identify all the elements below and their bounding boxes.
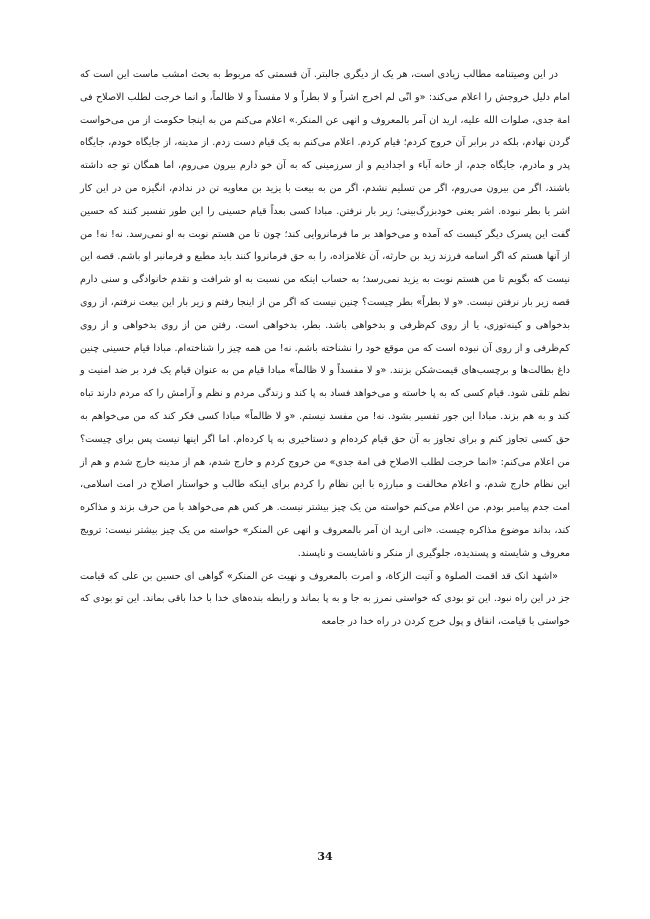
page-number: 34: [317, 850, 333, 863]
paragraph-1: در این وصیتنامه مطالب زیادی است، هر یک از دیگری جالبتر. آن قسمتی که مربوط به بحث امشب ماست این است که امام دلیل خروجش را اعلام می‌کند: «و انّی لم اخرج اشراً و لا بطراً و لا مفسداً و لا ظالماً، و انما خرجت لطلب الاصلاح فی امة جدی، صلوات الله علیه، ارید ان آمر بالمعروف و انهی عن المنکر.» اعلام می‌کنم من به اینجا حکومت از من می‌خواست گردن نهادم، بلکه در برابر آن خروج کردم؛ قیام کردم. اعلام می‌کنم به یک قیام دست زدم. از مدینه، از جایگاه خودم، جایگاه پدر و مادرم، جایگاه جدم، از خانه آباء و اجدادیم و از سرزمینی که به آن خو دارم بیرون می‌روم، اما همگان تو جه داشته باشند، اگر من بیرون می‌روم، اگر من تسلیم نشدم، اگر من به بیعت با یزید بن معاویه تن در ندادم، انگیزه من در این کار اشر یا بطر نبوده. اشر یعنی خودبزرگ‌بینی؛ زیر بار نرفتن. مبادا کسی بعداً قیام حسینی را این طور تفسیر کنند که حسین گفت این پسرک دیگر کیست که آمده و می‌خواهد بر ما فرمانروایی کند؛ چون تا من هستم نوبت به او نمی‌رسد. نه! نه! من از آنها هستم که اگر اسامه فرزند زید بن حارثه، آن غلامزاده، را به حق فرمانروا کنند باید مطیع و فرمانبر او باشم. قصه این نیست که بگویم تا من هستم نوبت به یزید نمی‌رسد؛ به حساب اینکه من نسبت به او شرافت و تقدم خانوادگی و سنی دارم قصه زیر بار نرفتن نیست. «و لا بطراً» بطر چیست؟ چنین نیست که اگر من از اینجا رفتم و زیر بار این بیعت نرفتم، از روی بدخواهی و کینه‌توزی، یا از روی کم‌ظرفی و بدخواهی باشد. بطر، بدخواهی است. رفتن من از روی بدخواهی و از روی کم‌ظرفی و از روی آن نبوده است که من موقع خود را نشناخته باشم. نه! من همه چیز را شناخته‌ام. مبادا قیام حسینی چنین داغ بطالت‌ها و برچسب‌های قیمت‌شکن بزنند. «و لا مفسداً و لا ظالماً» مبادا قیام من به عنوان قیام یک فرد بر ضد امنیت و نظم تلقی شود. قیام کسی که به پا خاسته و می‌خواهد فساد به پا کند و زندگی مردم و نظم و آرامش را که مردم دارند تباه کند و به هم بزند. مبادا این جور تفسیر بشود. نه! من مفسد نیستم. «و لا ظالماً» مبادا کسی فکر کند که من می‌خواهم به حق کسی تجاوز کنم و برای تجاوز به آن حق قیام کرده‌ام و دستاخیری به پا کرده‌ام. اما اگر اینها نیست پس برای چیست؟ من اعلام می‌کنم: «انما خرجت لطلب الاصلاح فی امة جدی» من خروج کردم و خارج شدم، هم از مدینه خارج شدم و هم از این نظام خارج شدم، و اعلام مخالفت و مبارزه با این نظام را کردم برای اینکه طالب و خواستار اصلاح در امت اسلامی، امت جدم پیامبر بودم. من اعلام می‌کنم خواسته من یک چیز بیشتر نیست. هر کس هم می‌خواهد با من حرف بزند و مذاکره کند، بداند موضوع مذاکره چیست. «انی ارید ان آمر بالمعروف و انهی عن المنکر» خواسته من یک چیز بیشتر نیست: ترویج معروف و شایسته و پسندیده، جلوگیری از منکر و ناشایست و ناپسند.: [80, 69, 570, 559]
paragraph-2: «اشهد انک قد اقمت الصلوة و آتیت الزکاة، و امرت بالمعروف و نهیت عن المنکر» گواهی ای حسین بن علی که قیامت جز در این راه نبود. این تو بودی که خواستی نمرز به جا و به پا بماند و رابطه بنده‌های خدا با خدا باقی بماند. این تو بودی که خواستی با قیامت، انفاق و پول خرج کردن در راه خدا در جامعه: [80, 570, 570, 628]
body-text: [80, 64, 570, 634]
